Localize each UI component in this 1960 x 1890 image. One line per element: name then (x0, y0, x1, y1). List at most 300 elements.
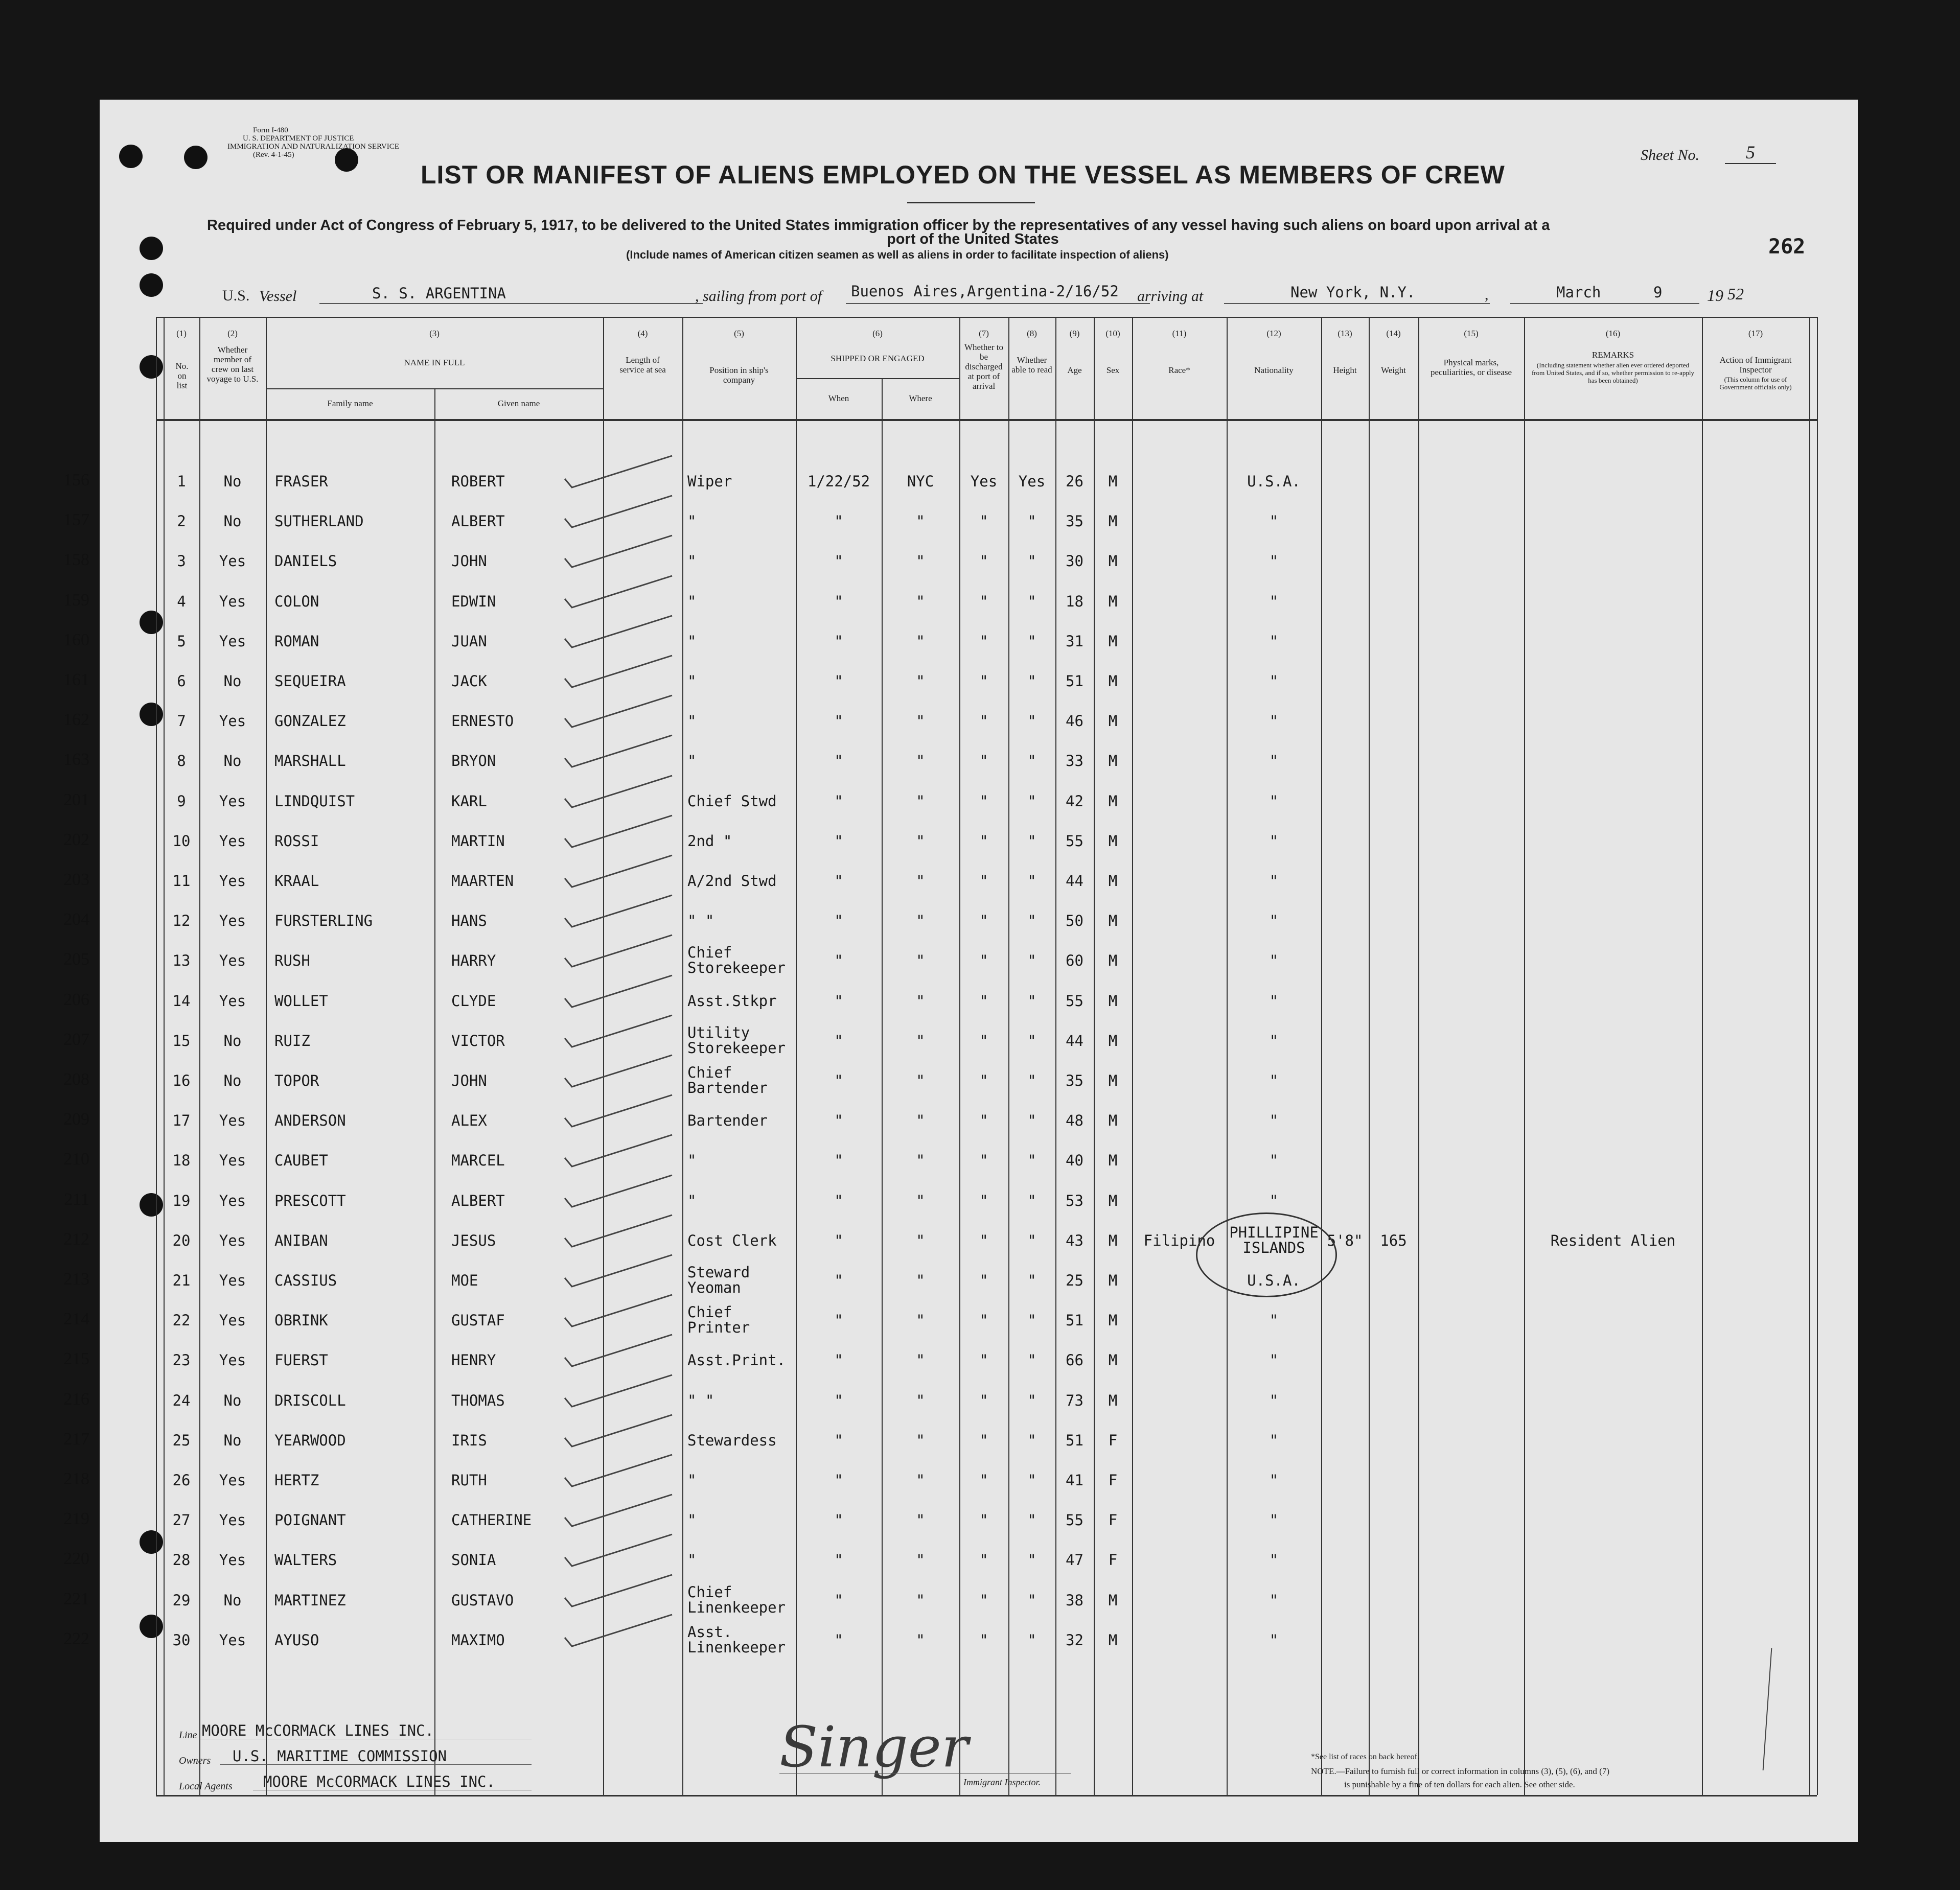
row-able-to-read: " (1027, 1391, 1036, 1409)
row-age: 40 (1066, 1152, 1083, 1170)
shipped-sub-rule (796, 378, 959, 379)
row-sex: M (1108, 632, 1118, 650)
row-family-name: ANDERSON (274, 1112, 346, 1130)
form-number: Form I-480 (253, 126, 288, 134)
check-mark (555, 1210, 687, 1256)
col-12-number: (12) (1266, 329, 1281, 338)
row-nationality: " (1269, 1511, 1279, 1529)
row-family-name: ROMAN (274, 632, 319, 650)
row-able-to-read: " (1027, 1351, 1036, 1369)
row-shipped-when: " (834, 1112, 843, 1130)
check-mark (555, 1290, 687, 1336)
row-shipped-when: " (834, 1272, 843, 1289)
row-given-name: THOMAS (451, 1391, 505, 1409)
row-last-voyage: No (223, 1391, 242, 1409)
row-age: 53 (1066, 1192, 1083, 1209)
row-able-to-read: " (1027, 1551, 1036, 1569)
check-mark (555, 1570, 687, 1616)
row-sex: M (1108, 712, 1118, 730)
row-shipped-when: " (834, 712, 843, 730)
sheet-label: Sheet No. (1641, 147, 1699, 164)
row-family-name: SEQUEIRA (274, 672, 346, 690)
row-able-to-read: " (1027, 712, 1036, 730)
row-shipped-where: " (916, 1591, 925, 1609)
row-shipped-when: " (834, 1551, 843, 1569)
row-ref-number: 204 (63, 910, 89, 929)
page-title: LIST OR MANIFEST OF ALIENS EMPLOYED ON THE VESSEL AS MEMBERS OF CREW (421, 160, 1505, 189)
col-17-number: (17) (1748, 329, 1763, 338)
arriving-label: arriving at (1137, 288, 1204, 305)
row-age: 55 (1066, 1511, 1083, 1529)
row-race: Filipino (1143, 1231, 1215, 1249)
row-last-voyage: No (223, 1072, 242, 1089)
row-age: 55 (1066, 832, 1083, 850)
row-shipped-where: " (916, 1112, 925, 1130)
col-12-header: Nationality (1254, 365, 1294, 375)
row-sex: M (1108, 1591, 1118, 1609)
row-family-name: LINDQUIST (274, 792, 355, 810)
row-last-voyage: Yes (219, 872, 246, 890)
check-mark (555, 1529, 687, 1575)
row-nationality: " (1269, 632, 1279, 650)
punch-hole (140, 703, 163, 726)
col-16-number: (16) (1605, 329, 1621, 338)
row-able-to-read: " (1027, 1472, 1036, 1489)
row-discharged: " (979, 1231, 988, 1249)
row-age: 31 (1066, 632, 1083, 650)
row-list-number: 22 (172, 1312, 191, 1329)
row-sex: M (1108, 872, 1118, 890)
row-discharged: " (979, 752, 988, 770)
row-shipped-when: " (834, 672, 843, 690)
row-list-number: 15 (172, 1032, 191, 1049)
row-list-number: 2 (177, 512, 186, 530)
col-6b-header: Where (909, 393, 932, 403)
col-11-number: (11) (1172, 329, 1187, 338)
row-age: 66 (1066, 1351, 1083, 1369)
row-nationality: " (1269, 1351, 1279, 1369)
row-able-to-read: " (1027, 672, 1036, 690)
row-ref-number: 156 (63, 471, 89, 489)
row-given-name: JOHN (451, 1072, 487, 1089)
row-position: Chief Storekeeper (687, 944, 786, 977)
row-age: 44 (1066, 1032, 1083, 1049)
row-able-to-read: " (1027, 1231, 1036, 1249)
row-last-voyage: Yes (219, 992, 246, 1010)
row-family-name: CASSIUS (274, 1272, 337, 1289)
row-list-number: 20 (172, 1231, 191, 1249)
table-top-rule (156, 317, 1817, 318)
row-last-voyage: No (223, 1591, 242, 1609)
col-line (959, 317, 960, 1795)
row-position: " " (687, 912, 714, 930)
row-nationality: U.S.A. (1247, 1272, 1301, 1289)
row-shipped-when: " (834, 552, 843, 570)
row-remarks: Resident Alien (1550, 1231, 1676, 1249)
row-last-voyage: Yes (219, 912, 246, 930)
row-given-name: RUTH (451, 1472, 487, 1489)
row-ref-number: 220 (63, 1549, 89, 1569)
row-age: 73 (1066, 1391, 1083, 1409)
row-shipped-where: " (916, 1472, 925, 1489)
punch-hole (140, 611, 163, 634)
row-shipped-where: " (916, 512, 925, 530)
check-mark (555, 1090, 687, 1136)
line-label: Line (179, 1730, 197, 1741)
penalty-note-2: is punishable by a fine of ten dollars for each alien. See other side. (1344, 1780, 1575, 1789)
row-shipped-where: " (916, 792, 925, 810)
table-bottom-rule (156, 1795, 1817, 1796)
col-14-header: Weight (1381, 365, 1406, 375)
row-nationality: " (1269, 1112, 1279, 1130)
row-weight: 165 (1380, 1231, 1407, 1249)
check-mark (555, 1609, 687, 1655)
col-line (1008, 317, 1009, 1795)
row-given-name: CATHERINE (451, 1511, 532, 1529)
check-mark (555, 1010, 687, 1056)
row-ref-number: 159 (63, 590, 89, 610)
title-rule (907, 202, 1035, 203)
row-shipped-when: " (834, 1032, 843, 1049)
row-able-to-read: " (1027, 1631, 1036, 1649)
row-list-number: 25 (172, 1431, 191, 1449)
punch-hole (140, 1615, 163, 1638)
row-last-voyage: Yes (219, 792, 246, 810)
row-sex: F (1108, 1472, 1118, 1489)
row-nationality: " (1269, 1472, 1279, 1489)
row-shipped-where: " (916, 1391, 925, 1409)
row-given-name: MAXIMO (451, 1631, 505, 1649)
row-able-to-read: " (1027, 992, 1036, 1010)
col-7-header: Whether to be discharged at port of arrival (964, 342, 1003, 391)
row-given-name: JESUS (451, 1231, 496, 1249)
check-mark (555, 1370, 687, 1416)
row-shipped-where: " (916, 1351, 925, 1369)
row-discharged: " (979, 1152, 988, 1170)
row-able-to-read: " (1027, 912, 1036, 930)
row-given-name: MOE (451, 1272, 478, 1289)
row-position: " (687, 1511, 697, 1529)
row-shipped-where: " (916, 1192, 925, 1209)
row-list-number: 27 (172, 1511, 191, 1529)
row-position: Stewardess (687, 1431, 777, 1449)
row-ref-number: 201 (63, 790, 89, 809)
row-last-voyage: Yes (219, 1551, 246, 1569)
row-shipped-when: " (834, 1391, 843, 1409)
row-able-to-read: " (1027, 1112, 1036, 1130)
punch-hole (140, 1530, 163, 1554)
row-age: 42 (1066, 792, 1083, 810)
subtitle-1: Required under Act of Congress of February 5, 1917, to be delivered to the United States immigration officer by the representatives of any vessel having such aliens on board upon arrival at a (207, 217, 1550, 234)
row-given-name: MAARTEN (451, 872, 514, 890)
punch-hole (140, 237, 163, 260)
row-family-name: RUSH (274, 952, 310, 970)
row-sex: F (1108, 1431, 1118, 1449)
row-discharged: " (979, 1032, 988, 1049)
row-age: 35 (1066, 1072, 1083, 1089)
col-line (1227, 317, 1228, 1795)
punch-hole (184, 146, 207, 169)
row-list-number: 30 (172, 1631, 191, 1649)
row-age: 46 (1066, 712, 1083, 730)
row-age: 44 (1066, 872, 1083, 890)
row-able-to-read: " (1027, 1591, 1036, 1609)
port-underline (846, 303, 1150, 304)
row-list-number: 28 (172, 1551, 191, 1569)
row-nationality: " (1269, 912, 1279, 930)
row-last-voyage: Yes (219, 1192, 246, 1209)
row-shipped-where: " (916, 592, 925, 610)
check-mark (555, 1170, 687, 1216)
row-shipped-when: 1/22/52 (807, 473, 870, 490)
col-line (1369, 317, 1370, 1795)
row-age: 18 (1066, 592, 1083, 610)
check-mark (555, 451, 687, 497)
row-ref-number: 163 (63, 750, 89, 769)
row-nationality: " (1269, 872, 1279, 890)
col-8-number: (8) (1027, 329, 1037, 338)
col-6a-header: When (828, 393, 849, 403)
port-of-departure: Buenos Aires,Argentina-2/16/52 (851, 283, 1119, 300)
row-list-number: 12 (172, 912, 191, 930)
date-comma: , (1485, 286, 1489, 303)
row-last-voyage: Yes (219, 832, 246, 850)
row-shipped-when: " (834, 792, 843, 810)
col-15-number: (15) (1464, 329, 1479, 338)
row-nationality: " (1269, 752, 1279, 770)
row-list-number: 16 (172, 1072, 191, 1089)
row-ref-number: 216 (63, 1389, 89, 1409)
col-line (1809, 317, 1810, 1795)
row-shipped-when: " (834, 872, 843, 890)
row-ref-number: 160 (63, 630, 89, 649)
check-mark (555, 571, 687, 617)
row-shipped-where: " (916, 1551, 925, 1569)
row-given-name: ALEX (451, 1112, 487, 1130)
col-16-subheader: (Including statement whether alien ever ordered deported from United States, and if so, whether permission to re-apply has been obtained) (1531, 361, 1695, 384)
row-given-name: ALBERT (451, 1192, 505, 1209)
row-last-voyage: Yes (219, 1511, 246, 1529)
row-family-name: TOPOR (274, 1072, 319, 1089)
form-service: IMMIGRATION AND NATURALIZATION SERVICE (227, 143, 399, 151)
row-able-to-read: " (1027, 1192, 1036, 1209)
col-6-header: SHIPPED OR ENGAGED (831, 354, 925, 363)
row-position: Cost Clerk (687, 1231, 777, 1249)
row-position: Asst.Print. (687, 1351, 786, 1369)
arrival-port: New York, N.Y. (1290, 284, 1416, 301)
row-given-name: CLYDE (451, 992, 496, 1010)
row-shipped-where: " (916, 992, 925, 1010)
row-shipped-when: " (834, 752, 843, 770)
row-able-to-read: " (1027, 1272, 1036, 1289)
row-shipped-where: " (916, 1231, 925, 1249)
row-ref-number: 212 (63, 1229, 89, 1249)
row-given-name: MARTIN (451, 832, 505, 850)
row-position: Chief Printer (687, 1303, 750, 1337)
col-line (1702, 317, 1703, 1795)
row-shipped-where: " (916, 1072, 925, 1089)
check-mark (555, 1489, 687, 1535)
row-sex: M (1108, 1391, 1118, 1409)
row-family-name: SUTHERLAND (274, 512, 364, 530)
row-height: 5'8" (1327, 1231, 1363, 1249)
row-shipped-when: " (834, 1472, 843, 1489)
col-17-header: Action of Immigrant Inspector (1719, 355, 1792, 375)
col-7-number: (7) (979, 329, 989, 338)
row-discharged: " (979, 1072, 988, 1089)
owners-underline (220, 1764, 532, 1765)
row-ref-number: 161 (63, 670, 89, 689)
row-ref-number: 162 (63, 710, 89, 730)
col-3-header: NAME IN FULL (404, 358, 465, 367)
row-family-name: PRESCOTT (274, 1192, 346, 1209)
row-sex: M (1108, 1231, 1118, 1249)
row-given-name: GUSTAF (451, 1312, 505, 1329)
col-13-header: Height (1333, 365, 1357, 375)
row-list-number: 1 (177, 473, 186, 490)
row-able-to-read: " (1027, 952, 1036, 970)
row-ref-number: 213 (63, 1270, 89, 1289)
row-list-number: 13 (172, 952, 191, 970)
row-shipped-when: " (834, 1591, 843, 1609)
col-line (1055, 317, 1056, 1795)
check-mark (555, 1130, 687, 1176)
row-nationality: " (1269, 952, 1279, 970)
row-able-to-read: " (1027, 1072, 1036, 1089)
row-sex: M (1108, 1192, 1118, 1209)
col-1-number: (1) (176, 329, 187, 338)
row-sex: M (1108, 752, 1118, 770)
row-position: Asst.Stkpr (687, 992, 777, 1010)
row-nationality: " (1269, 792, 1279, 810)
row-shipped-where: " (916, 872, 925, 890)
row-nationality: PHILLIPINE ISLANDS (1229, 1223, 1319, 1256)
row-age: 55 (1066, 992, 1083, 1010)
arrival-year: 52 (1727, 285, 1744, 303)
row-last-voyage: No (223, 752, 242, 770)
check-mark (555, 611, 687, 657)
row-shipped-when: " (834, 1231, 843, 1249)
arrival-day: 9 (1653, 284, 1663, 301)
row-last-voyage: Yes (219, 632, 246, 650)
check-mark (555, 690, 687, 736)
margin-pen-mark (1763, 1648, 1772, 1770)
row-given-name: BRYON (451, 752, 496, 770)
row-able-to-read: " (1027, 512, 1036, 530)
row-family-name: RUIZ (274, 1032, 310, 1049)
row-family-name: MARTINEZ (274, 1591, 346, 1609)
row-nationality: " (1269, 992, 1279, 1010)
row-discharged: " (979, 1351, 988, 1369)
col-5-header: Position in ship's company (709, 365, 769, 385)
row-sex: M (1108, 592, 1118, 610)
row-able-to-read: " (1027, 632, 1036, 650)
row-shipped-when: " (834, 1192, 843, 1209)
col-13-number: (13) (1338, 329, 1352, 338)
check-mark (555, 1050, 687, 1096)
row-ref-number: 207 (63, 1030, 89, 1049)
row-shipped-where: " (916, 672, 925, 690)
row-discharged: " (979, 712, 988, 730)
row-list-number: 7 (177, 712, 186, 730)
col-16-header: REMARKS (1592, 350, 1634, 360)
row-position: " (687, 712, 697, 730)
row-nationality: U.S.A. (1247, 473, 1301, 490)
row-sex: M (1108, 1312, 1118, 1329)
row-shipped-where: " (916, 1511, 925, 1529)
row-age: 41 (1066, 1472, 1083, 1489)
row-shipped-where: " (916, 752, 925, 770)
row-list-number: 5 (177, 632, 186, 650)
row-position: 2nd " (687, 832, 732, 850)
row-given-name: ALBERT (451, 512, 505, 530)
form-rev: (Rev. 4-1-45) (253, 151, 294, 159)
row-sex: M (1108, 552, 1118, 570)
row-last-voyage: Yes (219, 1272, 246, 1289)
row-list-number: 8 (177, 752, 186, 770)
row-last-voyage: No (223, 1032, 242, 1049)
row-position: " (687, 672, 697, 690)
row-shipped-where: " (916, 1312, 925, 1329)
row-shipped-where: " (916, 1272, 925, 1289)
col-2-number: (2) (227, 329, 238, 338)
row-shipped-when: " (834, 1152, 843, 1170)
row-family-name: FUERST (274, 1351, 328, 1369)
row-family-name: MARSHALL (274, 752, 346, 770)
row-nationality: " (1269, 1312, 1279, 1329)
col-line (266, 317, 267, 1795)
row-sex: M (1108, 912, 1118, 930)
row-nationality: " (1269, 1431, 1279, 1449)
punch-hole (335, 148, 358, 172)
row-discharged: " (979, 992, 988, 1010)
row-discharged: " (979, 512, 988, 530)
check-mark (555, 771, 687, 816)
row-sex: M (1108, 1272, 1118, 1289)
row-given-name: KARL (451, 792, 487, 810)
row-discharged: " (979, 1272, 988, 1289)
row-age: 50 (1066, 912, 1083, 930)
row-given-name: IRIS (451, 1431, 487, 1449)
row-nationality: " (1269, 592, 1279, 610)
row-last-voyage: Yes (219, 1152, 246, 1170)
row-able-to-read: " (1027, 1511, 1036, 1529)
row-family-name: YEARWOOD (274, 1431, 346, 1449)
col-line (1321, 317, 1322, 1795)
us-label: U.S. (222, 287, 250, 304)
check-mark (555, 810, 687, 856)
row-discharged: " (979, 1511, 988, 1529)
col-line (156, 317, 157, 1795)
row-position: " (687, 752, 697, 770)
row-sex: M (1108, 473, 1118, 490)
check-mark (555, 491, 687, 536)
row-list-number: 24 (172, 1391, 191, 1409)
row-family-name: FURSTERLING (274, 912, 373, 930)
row-nationality: " (1269, 1192, 1279, 1209)
arrival-month: March (1556, 284, 1601, 301)
col-5-number: (5) (734, 329, 744, 338)
penalty-note: NOTE.—Failure to furnish full or correct information in columns (3), (5), (6), and (7) (1311, 1766, 1609, 1776)
local-agents: MOORE McCORMACK LINES INC. (263, 1773, 495, 1790)
owners-label: Owners (179, 1755, 211, 1766)
row-shipped-when: " (834, 912, 843, 930)
row-position: Steward Yeoman (687, 1264, 750, 1296)
col-line (199, 317, 200, 1795)
row-shipped-when: " (834, 832, 843, 850)
row-sex: M (1108, 992, 1118, 1010)
punch-hole (119, 145, 143, 168)
